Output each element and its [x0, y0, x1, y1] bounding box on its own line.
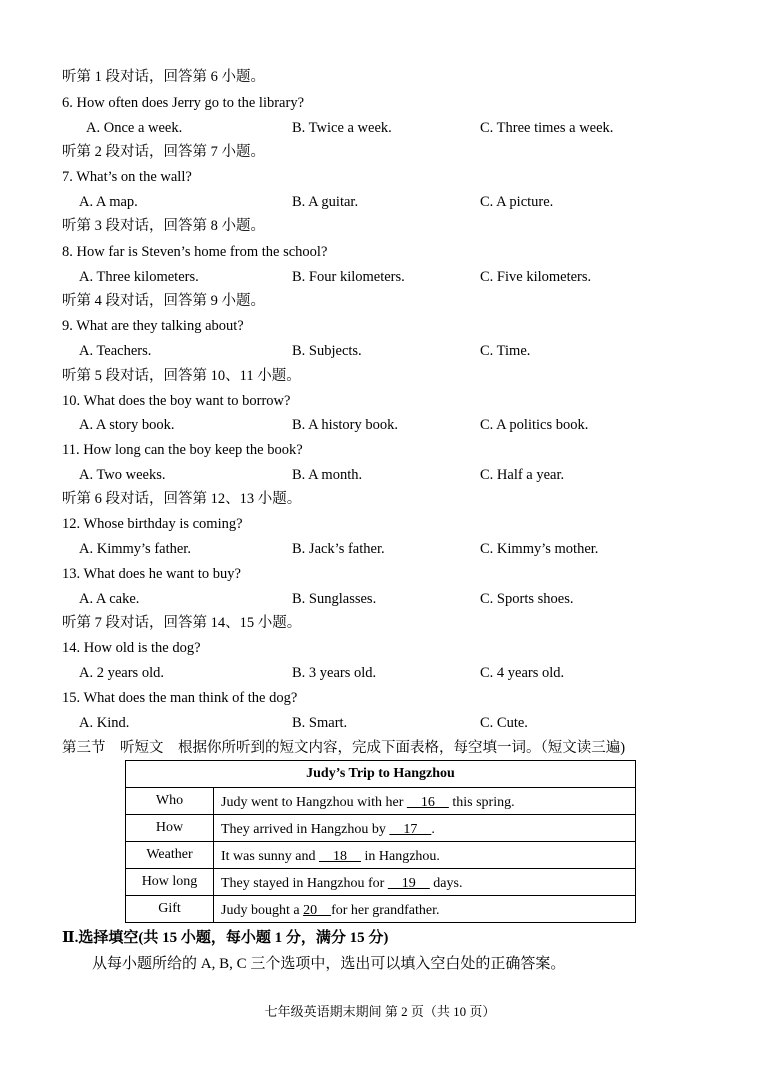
- row-key: Gift: [126, 896, 214, 923]
- table-title-row: [126, 761, 636, 788]
- q13-option-a: A. A cake.: [79, 591, 140, 607]
- q7-option-c: C. A picture.: [480, 194, 554, 210]
- q14-option-c: C. 4 years old.: [480, 665, 565, 681]
- row-text-post: days.: [429, 876, 463, 891]
- q15-option-a: A. Kind.: [79, 715, 130, 731]
- question-11: 11. How long can the boy keep the book?: [62, 442, 303, 458]
- q14-option-b: B. 3 years old.: [292, 665, 377, 681]
- section-intro-1: 听第 1 段对话，回答第 6 小题。: [62, 69, 265, 85]
- row-text-post: in Hangzhou.: [361, 849, 440, 864]
- q14-option-a: A. 2 years old.: [79, 665, 164, 681]
- row-text-pre: They arrived in Hangzhou by: [221, 822, 390, 837]
- q15-option-c: C. Cute.: [480, 715, 528, 731]
- blank-19[interactable]: 19: [387, 876, 430, 891]
- q8-option-c: C. Five kilometers.: [480, 269, 592, 285]
- q8-option-b: B. Four kilometers.: [292, 269, 405, 285]
- row-value: [214, 842, 636, 869]
- table-title: Judy’s Trip to Hangzhou: [126, 761, 636, 788]
- section-intro-2: 听第 2 段对话，回答第 7 小题。: [62, 144, 265, 160]
- blank-18[interactable]: 18: [319, 849, 361, 864]
- section-intro-3: 听第 3 段对话，回答第 8 小题。: [62, 218, 265, 234]
- section-intro-4: 听第 4 段对话，回答第 9 小题。: [62, 293, 265, 309]
- section-intro-5: 听第 5 段对话，回答第 10、11 小题。: [62, 368, 301, 384]
- q11-option-b: B. A month.: [292, 467, 363, 483]
- blank-20[interactable]: 20: [303, 903, 332, 918]
- page-footer: 七年级英语期末期间 第 2 页（共 10 页）: [264, 1004, 496, 1019]
- q12-option-b: B. Jack’s father.: [292, 541, 385, 557]
- table-row: [126, 842, 636, 869]
- q6-option-a: A. Once a week.: [86, 120, 183, 136]
- row-value: [214, 815, 636, 842]
- question-9: 9. What are they talking about?: [62, 318, 244, 334]
- q9-option-c: C. Time.: [480, 343, 531, 359]
- row-text-pre: It was sunny and: [221, 849, 319, 864]
- q9-option-a: A. Teachers.: [79, 343, 152, 359]
- question-15: 15. What does the man think of the dog?: [62, 690, 298, 706]
- q13-option-c: C. Sports shoes.: [480, 591, 574, 607]
- row-key: How long: [126, 869, 214, 896]
- row-value: [214, 788, 636, 815]
- row-value: [214, 896, 636, 923]
- section3-heading: 第三节 听短文 根据你所听到的短文内容，完成下面表格，每空填一词。（短文读三遍): [62, 740, 626, 756]
- q12-option-a: A. Kimmy’s father.: [79, 541, 191, 557]
- q6-option-c: C. Three times a week.: [480, 120, 614, 136]
- q11-option-a: A. Two weeks.: [79, 467, 166, 483]
- trip-table: [125, 760, 636, 923]
- row-key: Weather: [126, 842, 214, 869]
- table-row: [126, 788, 636, 815]
- question-12: 12. Whose birthday is coming?: [62, 516, 243, 532]
- table-row: [126, 896, 636, 923]
- table-row: [126, 869, 636, 896]
- q10-option-c: C. A politics book.: [480, 417, 589, 433]
- blank-16[interactable]: 16: [406, 795, 449, 810]
- question-6: 6. How often does Jerry go to the library?: [62, 95, 305, 111]
- row-text-post: for her grandfather.: [331, 903, 440, 918]
- row-text-pre: Judy went to Hangzhou with her: [221, 795, 407, 810]
- section-intro-6: 听第 6 段对话，回答第 12、13 小题。: [62, 491, 302, 507]
- question-14: 14. How old is the dog?: [62, 640, 201, 656]
- q7-option-b: B. A guitar.: [292, 194, 359, 210]
- part2-instruction: 从每小题所给的 A, B, C 三个选项中，选出可以填入空白处的正确答案。: [92, 956, 566, 972]
- q6-option-b: B. Twice a week.: [292, 120, 392, 136]
- table-row: [126, 815, 636, 842]
- row-text-pre: Judy bought a: [221, 903, 304, 918]
- q11-option-c: C. Half a year.: [480, 467, 565, 483]
- question-7: 7. What’s on the wall?: [62, 169, 192, 185]
- row-text-pre: They stayed in Hangzhou for: [221, 876, 388, 891]
- row-key: Who: [126, 788, 214, 815]
- question-10: 10. What does the boy want to borrow?: [62, 393, 291, 409]
- q13-option-b: B. Sunglasses.: [292, 591, 377, 607]
- row-value: [214, 869, 636, 896]
- q12-option-c: C. Kimmy’s mother.: [480, 541, 599, 557]
- row-key: How: [126, 815, 214, 842]
- part2-heading: Ⅱ.选择填空(共 15 小题，每小题 1 分，满分 15 分): [62, 930, 389, 946]
- row-text-post: .: [431, 822, 435, 837]
- section-intro-7: 听第 7 段对话，回答第 14、15 小题。: [62, 615, 302, 631]
- q7-option-a: A. A map.: [79, 194, 138, 210]
- q10-option-b: B. A history book.: [292, 417, 398, 433]
- question-8: 8. How far is Steven’s home from the school?: [62, 244, 328, 260]
- q10-option-a: A. A story book.: [79, 417, 175, 433]
- q8-option-a: A. Three kilometers.: [79, 269, 199, 285]
- blank-17[interactable]: 17: [389, 822, 432, 837]
- row-text-post: this spring.: [448, 795, 515, 810]
- question-13: 13. What does he want to buy?: [62, 566, 241, 582]
- q9-option-b: B. Subjects.: [292, 343, 362, 359]
- q15-option-b: B. Smart.: [292, 715, 348, 731]
